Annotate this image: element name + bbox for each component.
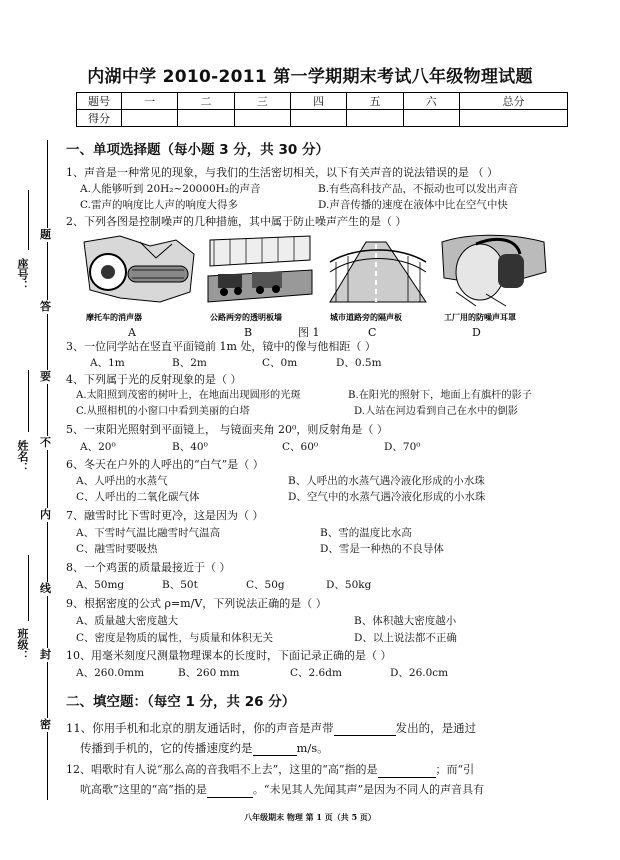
q8-option-b[interactable]: B、50t bbox=[162, 579, 198, 591]
score-header-cell: 题号 bbox=[77, 93, 122, 110]
q3-option-d[interactable]: D、0.5m bbox=[336, 357, 382, 369]
score-table-score-row bbox=[77, 110, 568, 127]
q1-option-b[interactable]: B.有些高科技产品，不振动也可以发出声音 bbox=[318, 183, 519, 195]
seal-char: 封 bbox=[40, 648, 51, 661]
question-8: 8、一个鸡蛋的质量最接近于（ ） bbox=[66, 561, 231, 574]
q5-option-a[interactable]: A、20⁰ bbox=[80, 441, 116, 453]
seal-char: 内 bbox=[40, 508, 51, 521]
q4-option-a[interactable]: A.太阳照到茂密的树叶上，在地面出现圆形的光斑 bbox=[76, 390, 301, 401]
q7-option-c[interactable]: C、融雪时要吸热 bbox=[76, 543, 158, 555]
question-12-line2 bbox=[80, 782, 484, 798]
section1-heading: 一、单项选择题（每小题 3 分，共 30 分） bbox=[66, 142, 329, 158]
class-blank[interactable] bbox=[28, 555, 29, 621]
q7-option-d[interactable]: D、雪是一种热的不良导体 bbox=[320, 543, 444, 555]
name-blank[interactable] bbox=[28, 370, 29, 432]
q12-text-a: 12、唱歌时有人说“那么高的音我唱不上去”，这里的“高”指的是 bbox=[66, 763, 378, 776]
figure-1-noise-control bbox=[80, 232, 560, 336]
seal-char: 不 bbox=[40, 436, 51, 449]
q10-option-a[interactable]: A、260.0mm bbox=[76, 667, 145, 679]
q1-option-d[interactable]: D.声音传播的速度在液体中比在空气中快 bbox=[318, 199, 508, 211]
q5-option-c[interactable]: C、60⁰ bbox=[282, 441, 319, 453]
question-11-line1 bbox=[66, 720, 476, 736]
question-10: 10、用毫米刻度尺测量物理课本的长度时，下面记录正确的是（ ） bbox=[66, 649, 392, 662]
seal-char: 题 bbox=[40, 228, 51, 241]
q6-option-c[interactable]: C、人呼出的二氧化碳气体 bbox=[76, 491, 200, 503]
q8-option-c[interactable]: C、50g bbox=[246, 579, 285, 591]
figure-letter-d: D bbox=[472, 326, 481, 339]
seal-char: 密 bbox=[40, 718, 51, 731]
q11-text-d: m/s。 bbox=[296, 741, 329, 755]
q8-option-d[interactable]: D、50kg bbox=[326, 579, 372, 591]
score-header-cell: 三 bbox=[234, 93, 290, 110]
q11-blank-1[interactable] bbox=[334, 735, 396, 736]
score-cell[interactable] bbox=[234, 110, 290, 127]
score-cell[interactable] bbox=[403, 110, 459, 127]
q11-blank-2[interactable] bbox=[253, 755, 297, 756]
q9-option-a[interactable]: A、质量越大密度越大 bbox=[76, 615, 179, 627]
question-1: 1、声音是一种常见的现象，与我们的生活密切相关，以下有关声音的说法错误的是 （ ） bbox=[66, 166, 498, 179]
q12-blank-2[interactable] bbox=[207, 797, 253, 798]
q4-option-b[interactable]: B.在阳光的照射下，地面上有旗杆的影子 bbox=[348, 390, 532, 401]
score-cell[interactable] bbox=[290, 110, 346, 127]
q4-option-d[interactable]: D.人站在河边看到自己在水中的倒影 bbox=[354, 406, 518, 417]
score-row-label: 得分 bbox=[77, 110, 122, 127]
q9-option-b[interactable]: B、体积越大密度越小 bbox=[354, 615, 457, 627]
question-9: 9、根据密度的公式 ρ=m/V，下列说法正确的是（ ） bbox=[66, 597, 327, 610]
score-header-cell: 六 bbox=[403, 93, 459, 110]
figure-caption-d: 工厂用的防噪声耳罩 bbox=[444, 313, 516, 322]
seal-char: 答 bbox=[40, 300, 51, 313]
page-title: 内湖中学 2010-2011 第一学期期末考试八年级物理试题 bbox=[87, 67, 533, 87]
q11-text-b: 发出的，是通过 bbox=[395, 721, 477, 735]
score-table bbox=[76, 92, 568, 127]
q9-option-d[interactable]: D、以上说法都不正确 bbox=[354, 632, 457, 644]
q7-option-b[interactable]: B、雪的温度比水高 bbox=[320, 527, 412, 539]
seat-blank[interactable] bbox=[28, 190, 30, 250]
q5-option-d[interactable]: D、70⁰ bbox=[384, 441, 421, 453]
question-11-line2 bbox=[80, 740, 329, 756]
q7-option-a[interactable]: A、下雪时气温比融雪时气温高 bbox=[76, 527, 221, 539]
q11-text-a: 11、你用手机和北京的朋友通话时，你的声音是声带 bbox=[66, 721, 334, 735]
score-cell[interactable] bbox=[178, 110, 234, 127]
q5-option-b[interactable]: B、40⁰ bbox=[172, 441, 208, 453]
q11-text-c: 传播到手机的，它的传播速度约是 bbox=[80, 741, 253, 755]
q9-option-c[interactable]: C、密度是物质的属性，与质量和体积无关 bbox=[76, 632, 274, 644]
q12-blank-1[interactable] bbox=[378, 777, 436, 778]
q6-option-d[interactable]: D、空气中的水蒸气遇冷液化形成的小水珠 bbox=[288, 491, 486, 503]
score-header-cell: 五 bbox=[347, 93, 403, 110]
q4-option-c[interactable]: C.从照相机的小窗口中看到美丽的白塔 bbox=[76, 406, 250, 417]
question-7: 7、融雪时比下雪时更冷，这是因为（ ） bbox=[66, 509, 264, 522]
score-header-cell: 一 bbox=[122, 93, 178, 110]
q12-text-b: ；而“引 bbox=[435, 763, 475, 776]
section2-heading: 二、填空题：（每空 1 分，共 26 分） bbox=[66, 694, 296, 710]
figure-caption-a: 摩托车的消声器 bbox=[86, 313, 142, 322]
figure-letter-a: A bbox=[128, 326, 136, 339]
score-header-cell: 四 bbox=[290, 93, 346, 110]
question-12-line1 bbox=[66, 762, 474, 778]
name-label: 姓名： bbox=[16, 440, 29, 473]
class-label: 班级： bbox=[16, 628, 29, 661]
ear-protectors-illustration bbox=[436, 232, 552, 308]
transparent-wall-illustration bbox=[204, 232, 316, 308]
score-table-header-row bbox=[77, 93, 568, 110]
q12-text-d: 。“未见其人先闻其声”是因为不同人的声音具有 bbox=[252, 783, 485, 796]
figure-letter-b: B bbox=[244, 326, 253, 339]
question-2: 2、下列各图是控制噪声的几种措施，其中属于防止噪声产生的是（ ） bbox=[66, 215, 407, 228]
q8-option-a[interactable]: A、50mg bbox=[76, 579, 125, 591]
q12-text-c: 吭高歌”这里的“高”指的是 bbox=[80, 783, 207, 796]
figure-letter-c: C bbox=[368, 326, 377, 339]
score-cell[interactable] bbox=[122, 110, 178, 127]
seal-char: 要 bbox=[40, 370, 51, 383]
motorcycle-muffler-illustration bbox=[80, 232, 198, 308]
q6-option-b[interactable]: B、人呼出的水蒸气遇冷液化形成的小水珠 bbox=[288, 475, 485, 487]
q10-option-d[interactable]: D、26.0cm bbox=[390, 667, 449, 679]
q10-option-b[interactable]: B、260 mm bbox=[178, 667, 240, 679]
page-footer: 八年级期末 物理 第 1 页（共 5 页） bbox=[244, 812, 376, 822]
score-cell[interactable] bbox=[347, 110, 403, 127]
sound-barrier-illustration bbox=[326, 232, 430, 308]
q1-option-a[interactable]: A.人能够听到 20H₂~20000H₂的声音 bbox=[80, 183, 261, 195]
q1-option-c[interactable]: C.雷声的响度比人声的响度大得多 bbox=[80, 199, 238, 211]
question-6: 6、冬天在户外的人呼出的“白气”是（ ） bbox=[66, 458, 264, 471]
score-header-cell: 二 bbox=[178, 93, 234, 110]
q3-option-b[interactable]: B、2m bbox=[172, 357, 207, 369]
figure-caption-c: 城市道路旁的隔声板 bbox=[330, 313, 402, 322]
seal-char: 线 bbox=[40, 582, 51, 595]
figure-label: 图 1 bbox=[298, 326, 320, 339]
question-4: 4、下列属于光的反射现象的是（ ） bbox=[66, 373, 242, 386]
score-header-cell: 总分 bbox=[459, 93, 567, 110]
q3-option-c[interactable]: C、0m bbox=[262, 357, 298, 369]
figure-caption-b: 公路两旁的透明板墙 bbox=[210, 313, 282, 322]
score-cell[interactable] bbox=[459, 110, 567, 127]
q6-option-a[interactable]: A、人呼出的水蒸气 bbox=[76, 475, 168, 487]
question-5: 5、一束阳光照射到平面镜上， 与镜面夹角 20⁰，则反射角是（ ） bbox=[66, 423, 388, 436]
q3-option-a[interactable]: A、1m bbox=[90, 357, 125, 369]
question-3: 3、一位同学站在竖直平面镜前 1m 处，镜中的像与他相距（ ） bbox=[66, 340, 376, 353]
q10-option-c[interactable]: C、2.6dm bbox=[290, 667, 342, 679]
seat-label: 座号： bbox=[16, 258, 29, 291]
